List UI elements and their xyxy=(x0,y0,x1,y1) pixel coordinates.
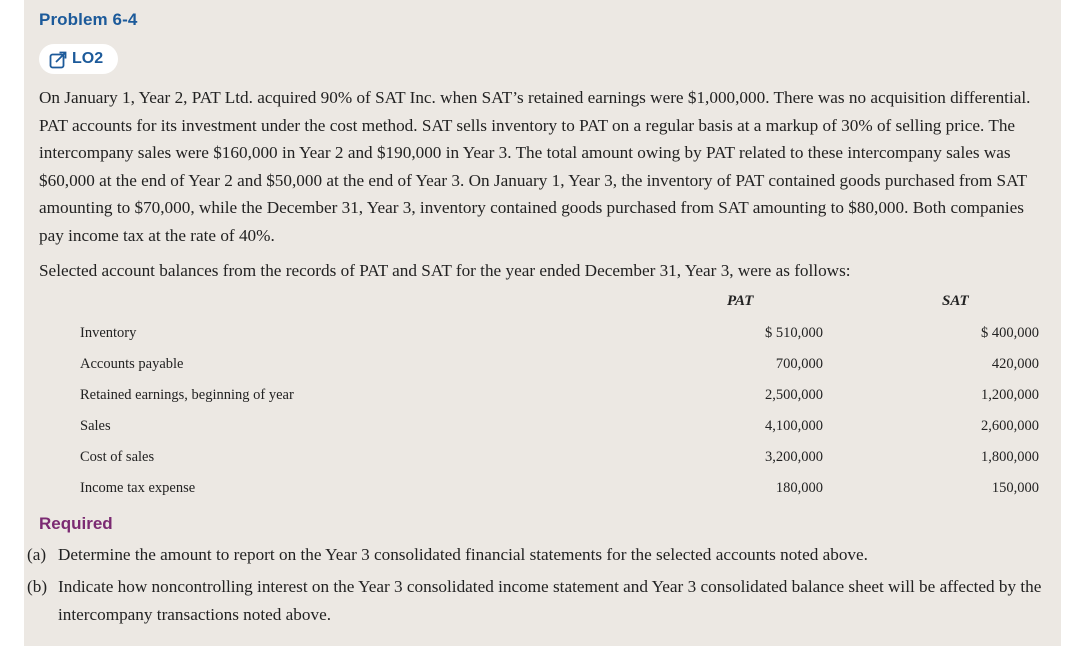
problem-description: On January 1, Year 2, PAT Ltd. acquired 90% of SAT Inc. when SAT’s retained earnings were $1,000,000. There was no acquisition differential. PAT accounts for its investment under the cost method. SAT sells inventory to PAT on a regular basis at a markup of 30% of selling price. The intercompany sales were $160,000 in Year 2 and $190,000 in Year 3. The total amount owing by PAT related to these intercompany sales was $60,000 at the end of Year 2 and $50,000 at the end of Year 3. On January 1, Year 3, the inventory of PAT contained goods purchased from SAT amounting to $70,000, while the December 31, Year 3, inventory contained goods purchased from SAT amounting to $80,000. Both companies pay income tax at the rate of 40%. xyxy=(39,88,1031,245)
pat-value: 4,100,000 xyxy=(765,418,823,434)
learning-objective-label: LO2 xyxy=(72,50,104,67)
table-row xyxy=(0,449,1074,480)
pat-value: 2,500,000 xyxy=(765,387,823,403)
table-row xyxy=(0,325,1074,356)
requirement-letter: (b) xyxy=(27,577,48,596)
sat-value: 150,000 xyxy=(991,480,1039,496)
problem-title: Problem 6-4 xyxy=(39,10,138,29)
requirement-text: Determine the amount to report on the Year 3 consolidated financial statements for the selected accounts noted above. xyxy=(58,545,868,564)
requirement-letter: (a) xyxy=(27,545,47,564)
sat-value: 420,000 xyxy=(991,356,1039,372)
table-row xyxy=(0,387,1074,418)
pat-value: $ 510,000 xyxy=(765,325,823,341)
sat-value: $ 400,000 xyxy=(981,325,1039,341)
table-row xyxy=(0,418,1074,449)
required-heading: Required xyxy=(39,514,113,533)
pat-value: 180,000 xyxy=(775,480,823,496)
requirement-text: Indicate how noncontrolling interest on the Year 3 consolidated income statement and Year 3 consolidated balance sheet will be affected by the intercompany transactions noted above. xyxy=(58,577,1042,624)
row-label: Accounts payable xyxy=(80,356,184,372)
row-label: Retained earnings, beginning of year xyxy=(80,387,294,403)
sat-value: 1,200,000 xyxy=(981,387,1039,403)
row-label: Inventory xyxy=(80,325,137,341)
table-row xyxy=(0,356,1074,387)
external-link-icon xyxy=(49,50,68,69)
pat-value: 3,200,000 xyxy=(765,449,823,465)
table-row xyxy=(0,480,1074,511)
row-label: Sales xyxy=(80,418,111,434)
sat-value: 2,600,000 xyxy=(981,418,1039,434)
learning-objective-link[interactable] xyxy=(39,44,118,74)
row-label: Cost of sales xyxy=(80,449,155,465)
row-label: Income tax expense xyxy=(80,480,196,496)
column-header-sat: SAT xyxy=(942,293,969,309)
column-header-pat: PAT xyxy=(727,293,754,309)
table-intro: Selected account balances from the records of PAT and SAT for the year ended December 31, Year 3, were as follows: xyxy=(39,261,851,280)
sat-value: 1,800,000 xyxy=(981,449,1039,465)
pat-value: 700,000 xyxy=(775,356,823,372)
